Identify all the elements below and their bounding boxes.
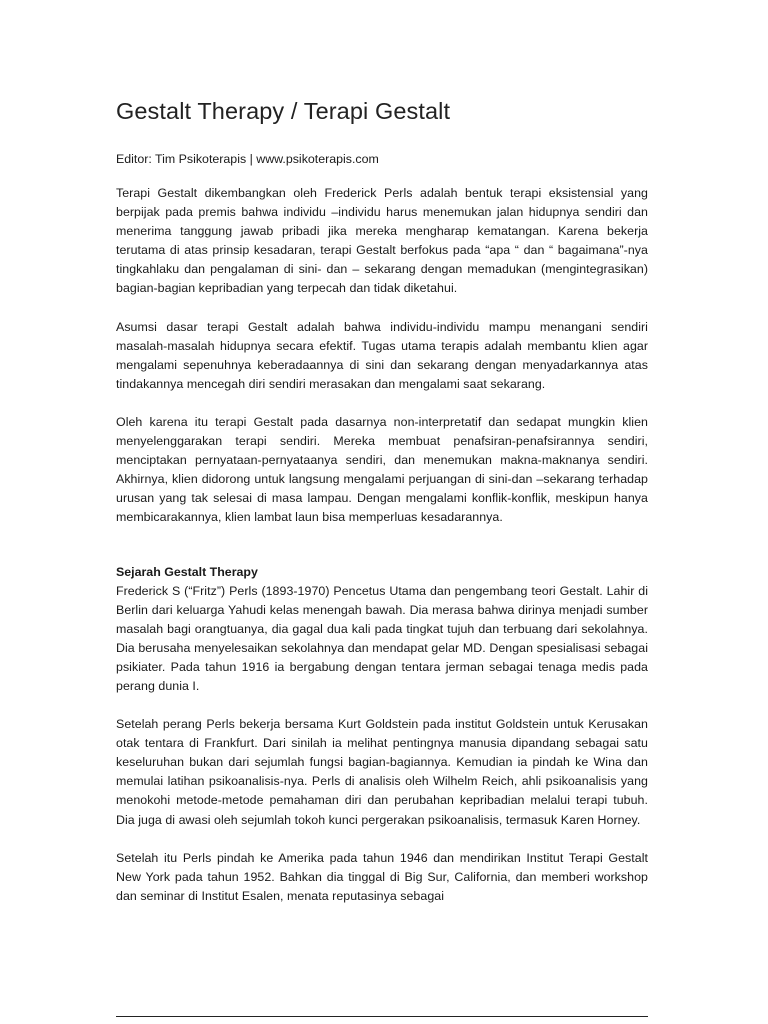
paragraph: Asumsi dasar terapi Gestalt adalah bahwa individu-individu mampu menangani sendiri masalah-masalah hidupnya secara efektif. Tugas utama terapis adalah membantu klien agar mengalami sepenuhnya keberadaannya di sini dan sekarang dengan menyadarkannya atas tindakannya mencegah diri sendiri merasakan dan mengalami saat sekarang.: [116, 319, 648, 391]
editor-line: Editor: Tim Psikoterapis | www.psikoterapis.com: [116, 152, 379, 166]
footer-divider: [116, 1016, 648, 1017]
page-title: Gestalt Therapy / Terapi Gestalt: [116, 98, 451, 124]
document-body: [116, 96, 648, 925]
paragraph: Oleh karena itu terapi Gestalt pada dasarnya non-interpretatif dan sedapat mungkin klien menyelenggarakan terapi sendiri. Mereka membuat penafsiran-penafsirannya sendiri, menciptakan pernyataan-pernyataanya sendiri, dan menemukan makna-maknanya sendiri. Akhirnya, klien didorong untuk langsung mengalami perjuangan di sini-dan –sekarang terhadap urusan yang tak selesai di masa lampau. Dengan mengalami konflik-konflik, meskipun hanya membicarakannya, klien lambat laun bisa memperluas kesadarannya.: [116, 414, 648, 525]
paragraph: Setelah perang Perls bekerja bersama Kurt Goldstein pada institut Goldstein untuk Kerusakan otak tentara di Frankfurt. Dari sinilah ia melihat pentingnya manusia dipandang sebagai satu keseluruhan bukan dari sejumlah fungsi bagian-bagiannya. Kemudian ia pindah ke Wina dan memulai latihan psikoanalisis-nya. Perls di analisis oleh Wilhelm Reich, ahli psikoanalisis yang menokohi metode-metode pemahaman diri dan perubahan kepribadian melalui terapi tubuh. Dia juga di awasi oleh sejumlah tokoh kunci pergerakan psikoanalisis, termasuk Karen Horney.: [116, 717, 648, 827]
section-heading: Sejarah Gestalt Therapy: [116, 564, 258, 579]
paragraph: Setelah itu Perls pindah ke Amerika pada tahun 1946 dan mendirikan Institut Terapi Gestalt New York pada tahun 1952. Bahkan dia tinggal di Big Sur, California, dan memberi workshop dan seminar di Institut Esalen, menata reputasinya sebagai: [116, 850, 648, 903]
paragraph: Terapi Gestalt dikembangkan oleh Frederick Perls adalah bentuk terapi eksistensial yang berpijak pada premis bahwa individu –individu harus menemukan jalan hidupnya sendiri dan menerima tanggung jawab pribadi jika mereka mengharap kematangan. Karena bekerja terutama di atas prinsip kesadaran, terapi Gestalt berfokus pada “apa “ dan “ bagaimana”-nya tingkahlaku dan pengalaman di sini- dan – sekarang dengan memadukan (mengintegrasikan) bagian-bagian kepribadian yang terpecah dan tidak diketahui.: [116, 186, 648, 296]
paragraph: Frederick S (“Fritz”) Perls (1893-1970) Pencetus Utama dan pengembang teori Gestalt. Lahir di Berlin dari keluarga Yahudi kelas menengah bawah. Dia merasa bahwa dirinya menjadi sumber masalah bagi orangtuanya, dia gagal dua kali pada tingkat tujuh dan terbuang dari sekolahnya. Dia berusaha menyelesaikan sekolahnya dan mendapat gelar MD. Dengan spesialisasi sebagai psikiater. Pada tahun 1916 ia bergabung dengan tentara jerman sebagai tenaga medis pada perang dunia I.: [116, 583, 648, 693]
